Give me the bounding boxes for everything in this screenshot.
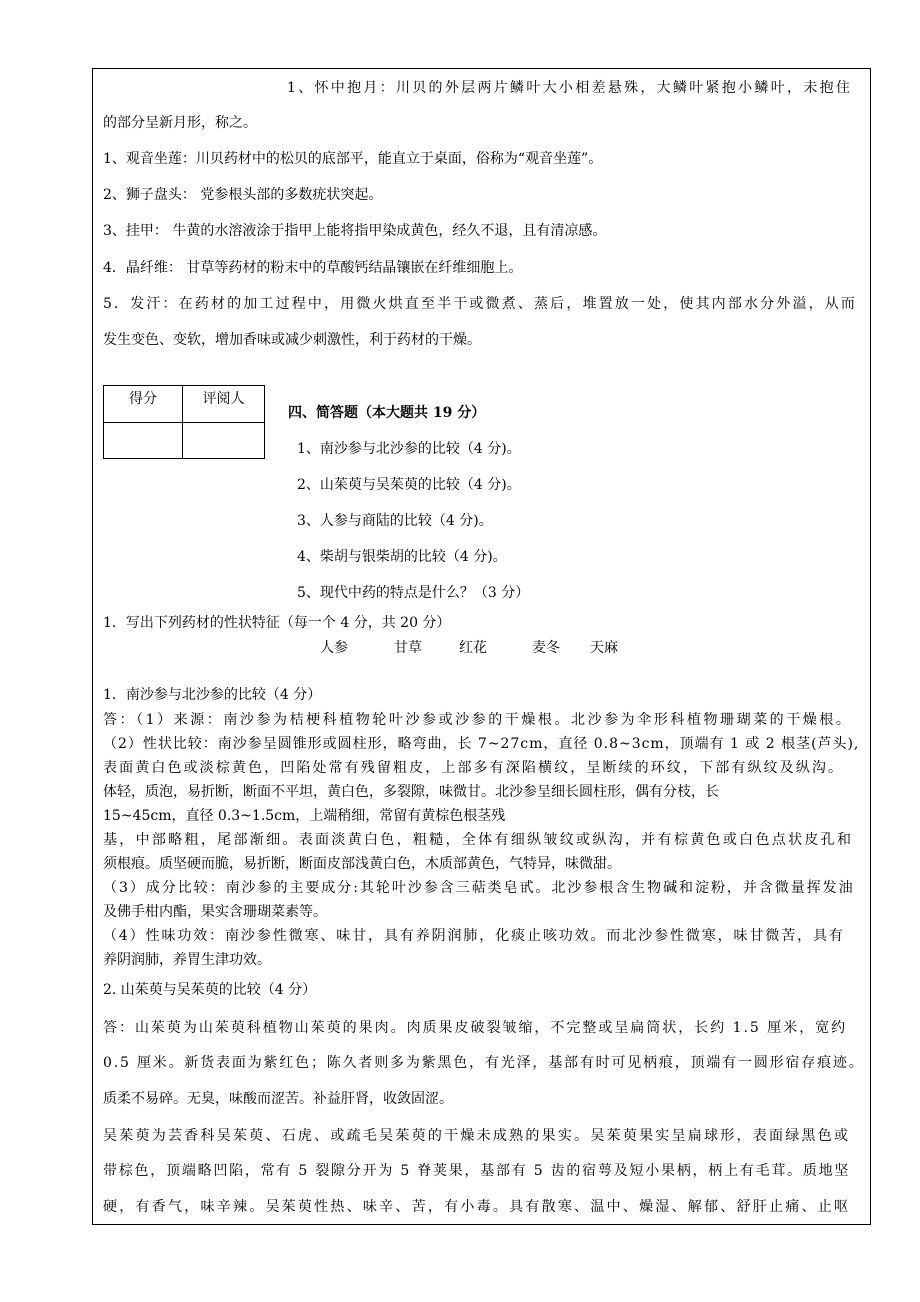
- term-line: 5．发汗：在药材的加工过程中，用微火烘直至半干或微煮、蒸后，堆置放一处，使其内部水分外溢，从而: [103, 296, 858, 312]
- answer-line: 硬，有香气，味辛辣。吴茱萸性热、味辛、苦，有小毒。具有散寒、温中、燥湿、解郁、舒肝止痛、止呕: [103, 1199, 851, 1215]
- answer-heading: 1．南沙参与北沙参的比较（4 分）: [103, 687, 322, 703]
- question-item: 4、柴胡与银柴胡的比较（4 分)。: [297, 549, 507, 565]
- answer-line: 答：山茱萸为山茱萸科植物山茱萸的果肉。肉质果皮破裂皱缩，不完整或呈扁筒状，长约 1.5 厘米，宽约: [103, 1020, 848, 1036]
- answer-line: 表面黄白色或淡棕黄色，凹陷处常有残留粗皮，上部多有深陷横纹，呈断续的环纹，下部有纵纹及纵沟。: [103, 760, 845, 776]
- answer-line: 及佛手柑内酯，果实含珊瑚菜素等。: [103, 904, 327, 920]
- term-line: 1、怀中抱月：川贝的外层两片鳞叶大小相差悬殊，大鳞叶紧抱小鳞叶，未抱住: [287, 80, 853, 96]
- term-line: 发生变色、变软，增加香味或减少刺激性，利于药材的干燥。: [103, 332, 481, 348]
- score-table: [103, 385, 265, 459]
- score-header: 得分: [129, 391, 157, 407]
- reviewer-header: 评阅人: [202, 391, 245, 407]
- answer-line: 0.5 厘米。新货表面为紫红色；陈久者则多为紫黑色，有光泽，基部有时可见柄痕，顶端有一圆形宿存痕迹。: [103, 1055, 865, 1071]
- answer-line: 15~45cm，直径 0.3~1.5cm，上端稍细，常留有黄棕色根茎残: [103, 808, 506, 824]
- answer-line: 基，中部略粗，尾部渐细。表面淡黄白色，粗糙，全体有细纵皱纹或纵沟，并有棕黄色或白色点状皮孔和: [103, 832, 854, 848]
- answer-heading: 2. 山茱萸与吴茱萸的比较（4 分）: [103, 982, 317, 998]
- herb-item: 人参: [320, 640, 348, 656]
- term-line: 2、狮子盘头： 党参根头部的多数疣状突起。: [103, 187, 383, 203]
- reviewer-cell[interactable]: [183, 423, 264, 458]
- answer-line: 须根痕。质坚硬而脆，易折断，断面皮部浅黄白色，木质部黄色，气特异，味微甜。: [103, 856, 621, 872]
- answer-line: （2）性状比较：南沙参呈圆锥形或圆柱形，略弯曲，长 7~27cm，直径 0.8~3cm，顶端有 1 或 2 根茎(芦头),: [103, 736, 860, 752]
- term-line: 的部分呈新月形，称之。: [103, 115, 257, 131]
- score-cell[interactable]: [104, 423, 182, 458]
- question-prompt: 1．写出下列药材的性状特征（每一个 4 分，共 20 分）: [103, 615, 451, 631]
- term-line: 3、挂甲： 牛黄的水溶液涂于指甲上能将指甲染成黄色，经久不退，且有清凉感。: [103, 223, 607, 239]
- answer-line: 质柔不易碎。无臭，味酸而涩苦。补益肝肾，收敛固涩。: [103, 1091, 453, 1107]
- answer-line: 答：（1）来源：南沙参为桔梗科植物轮叶沙参或沙参的干燥根。北沙参为伞形科植物珊瑚菜的干燥根。: [103, 712, 853, 728]
- term-line: 4．晶纤维： 甘草等药材的粉末中的草酸钙结晶镶嵌在纤维细胞上。: [103, 260, 523, 276]
- answer-line: 体轻，质泡，易折断，断面不平坦，黄白色，多裂隙，味微甘。北沙参呈细长圆柱形，偶有分枝，长: [103, 784, 719, 800]
- section-title: 四、简答题（本大题共 19 分）: [288, 405, 486, 421]
- answer-line: 吴茱萸为芸香科吴茱萸、石虎、或疏毛吴茱萸的干燥未成熟的果实。吴茱萸果实呈扁球形，表面绿黑色或: [103, 1128, 851, 1144]
- herb-item: 甘草: [394, 640, 422, 656]
- question-item: 2、山茱萸与吴茱萸的比较（4 分)。: [297, 477, 521, 493]
- question-item: 3、人参与商陆的比较（4 分)。: [297, 513, 493, 529]
- herb-item: 麦冬: [532, 640, 560, 656]
- term-line: 1、观音坐莲：川贝药材中的松贝的底部平，能直立于桌面，俗称为“观音坐莲”。: [103, 151, 603, 167]
- answer-line: （3）成分比较：南沙参的主要成分:其轮叶沙参含三萜类皂甙。北沙参根含生物碱和淀粉，并含微量挥发油: [103, 880, 855, 896]
- question-item: 1、南沙参与北沙参的比较（4 分)。: [297, 441, 521, 457]
- answer-line: 带棕色，顶端略凹陷，常有 5 裂隙分开为 5 脊荚果，基部有 5 齿的宿萼及短小果柄，柄上有毛茸。质地坚: [103, 1163, 851, 1179]
- answer-line: （4）性味功效：南沙参性微寒、味甘，具有养阴润肺，化痰止咳功效。而北沙参性微寒，味甘微苦，具有: [103, 928, 845, 944]
- question-item: 5、现代中药的特点是什么？（3 分）: [297, 585, 530, 601]
- answer-line: 养阴润肺，养胃生津功效。: [103, 952, 271, 968]
- herb-item: 红花: [459, 640, 487, 656]
- herb-item: 天麻: [590, 640, 618, 656]
